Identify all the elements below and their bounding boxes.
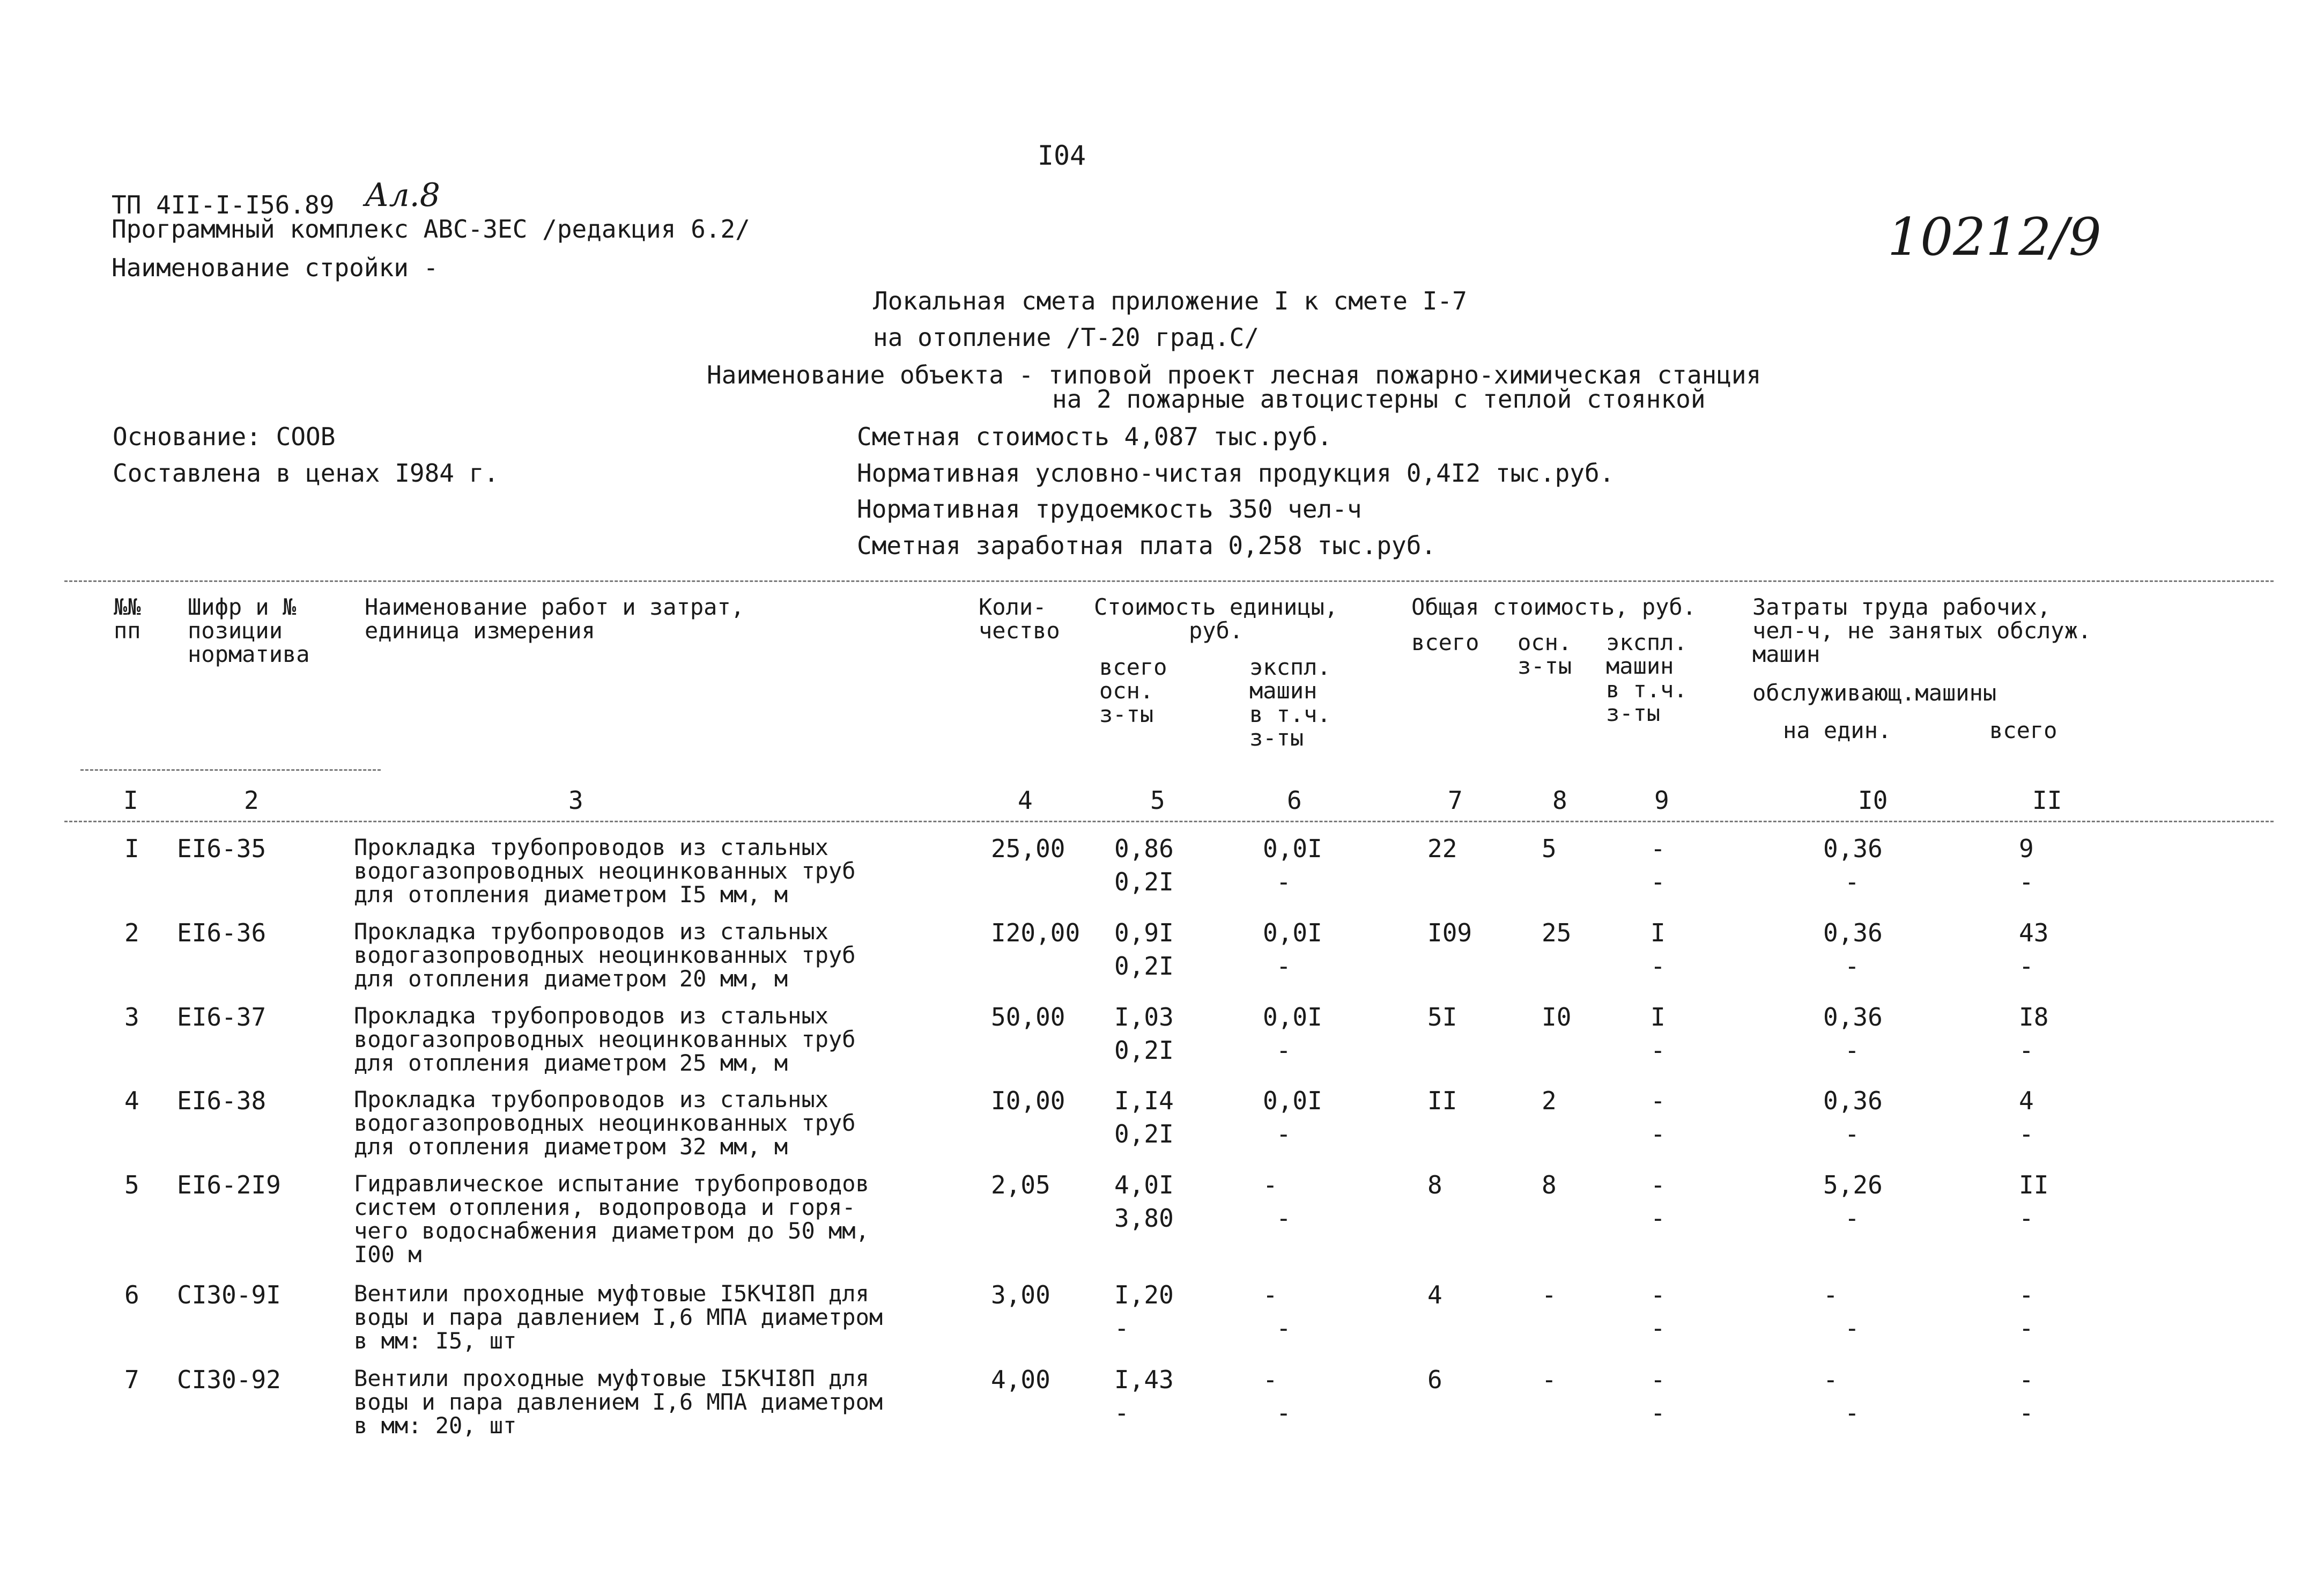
unit-cost-machines: 0,0I [1263, 1086, 1322, 1115]
quantity: 3,00 [991, 1280, 1050, 1309]
work-description: Гидравлическое испытание трубопроводов систем отопления, водопровода и горя- чего водоснабжения диаметром до 50 мм, I00 м [354, 1170, 869, 1268]
total-machine-wages: - [1651, 952, 1666, 981]
total-machine-wages: - [1651, 1314, 1666, 1343]
column-number: 5 [1150, 786, 1165, 815]
unit-cost-machine-wages: - [1276, 1314, 1291, 1343]
table-top-rule [64, 580, 2274, 582]
unit-cost-wages: - [1114, 1398, 1129, 1427]
unit-cost-total: I,I4 [1114, 1086, 1174, 1115]
row-number: 3 [124, 1003, 139, 1031]
object-name: Наименование объекта - типовой проект лесная пожарно-химическая станция [707, 360, 1761, 389]
unit-cost-wages: 0,2I [1114, 1036, 1174, 1065]
labor-total: II [2019, 1170, 2049, 1199]
total-wages: - [1542, 1365, 1557, 1394]
unit-cost-machines: 0,0I [1263, 1003, 1322, 1031]
header-row-number: №№ пп [114, 594, 141, 644]
labor-per-unit-machines: - [1845, 1314, 1860, 1343]
header-labor-machines: обслуживающ.машины [1752, 680, 1997, 706]
normative-code: CI30-92 [177, 1365, 281, 1394]
quantity: I0,00 [991, 1086, 1065, 1115]
row-number: 7 [124, 1365, 139, 1394]
work-description: Прокладка трубопроводов из стальных водогазопроводных неоцинкованных труб для отопления диаметром I5 мм, м [354, 834, 856, 908]
column-number: II [2032, 786, 2062, 815]
total-machine-wages: - [1651, 1119, 1666, 1148]
row-number: 5 [124, 1170, 139, 1199]
header-quantity: Коли- чество [979, 594, 1060, 644]
header-labor-total: всего [1989, 717, 2057, 743]
row-number: 6 [124, 1280, 139, 1309]
total-cost: 22 [1427, 834, 1457, 863]
labor-total-machines: - [2019, 1036, 2034, 1065]
row-number: 4 [124, 1086, 139, 1115]
unit-cost-machine-wages: - [1276, 1119, 1291, 1148]
column-number: 8 [1552, 786, 1567, 815]
summary-cost: Сметная стоимость 4,087 тыс.руб. [857, 422, 1333, 451]
total-machines: - [1651, 1365, 1666, 1394]
total-cost: 4 [1427, 1280, 1442, 1309]
row-number: 2 [124, 918, 139, 947]
estimate-title: Локальная смета приложение I к смете I-7 [873, 286, 1467, 315]
unit-cost-machines: - [1263, 1365, 1278, 1394]
labor-per-unit: 0,36 [1823, 834, 1883, 863]
handwritten-album-note: Ал.8 [365, 176, 440, 214]
work-description: Прокладка трубопроводов из стальных водогазопроводных неоцинкованных труб для отопления диаметром 32 мм, м [354, 1086, 856, 1160]
quantity: 50,00 [991, 1003, 1065, 1031]
labor-per-unit: 5,26 [1823, 1170, 1883, 1199]
page-number: I04 [1037, 140, 1086, 171]
total-wages: I0 [1542, 1003, 1572, 1031]
quantity: 4,00 [991, 1365, 1050, 1394]
header-total-machines: экспл. машин в т.ч. з-ты [1606, 629, 1688, 726]
labor-per-unit: 0,36 [1823, 1003, 1883, 1031]
unit-cost-machines: - [1263, 1280, 1278, 1309]
summary-labor: Нормативная трудоемкость 350 чел-ч [857, 495, 1362, 524]
unit-cost-machines: 0,0I [1263, 834, 1322, 863]
header-unit-machines: экспл. машин в т.ч. з-ты [1249, 654, 1331, 751]
header-labor-per-unit: на един. [1783, 717, 1892, 743]
object-name-continued: на 2 пожарные автоцистерны с теплой стоянкой [1052, 385, 1706, 414]
unit-cost-machine-wages: - [1276, 1398, 1291, 1427]
normative-code: EI6-38 [177, 1086, 267, 1115]
summary-wages: Сметная заработная плата 0,258 тыс.руб. [857, 531, 1437, 560]
header-total-wages: осн. з-ты [1518, 629, 1572, 679]
header-work-name: Наименование работ и затрат, единица измерения [365, 594, 745, 644]
handwritten-reference-number: 10212/9 [1888, 207, 2101, 267]
software-info: Программный комплекс АВС-3ЕС /редакция 6.2/ [112, 215, 750, 244]
total-machine-wages: - [1651, 1204, 1666, 1233]
unit-cost-wages: 3,80 [1114, 1204, 1174, 1233]
labor-per-unit-machines: - [1845, 1036, 1860, 1065]
summary-net-product: Нормативная условно-чистая продукция 0,4I2 тыс.руб. [857, 459, 1615, 488]
quantity: 25,00 [991, 834, 1065, 863]
labor-total-machines: - [2019, 952, 2034, 981]
unit-cost-machine-wages: - [1276, 952, 1291, 981]
header-bottom-rule [80, 769, 381, 771]
total-wages: 25 [1542, 918, 1572, 947]
labor-per-unit-machines: - [1845, 1204, 1860, 1233]
unit-cost-wages: 0,2I [1114, 952, 1174, 981]
unit-cost-total: 0,86 [1114, 834, 1174, 863]
header-total-all: всего [1411, 629, 1479, 655]
total-machines: - [1651, 1170, 1666, 1199]
labor-total-machines: - [2019, 1398, 2034, 1427]
column-number: 9 [1654, 786, 1669, 815]
labor-total-machines: - [2019, 1204, 2034, 1233]
total-cost: 5I [1427, 1003, 1457, 1031]
labor-per-unit: 0,36 [1823, 1086, 1883, 1115]
total-cost: 6 [1427, 1365, 1442, 1394]
unit-cost-total: 4,0I [1114, 1170, 1174, 1199]
labor-total: 4 [2019, 1086, 2034, 1115]
total-wages: 5 [1542, 834, 1557, 863]
column-number: I [123, 786, 138, 815]
normative-code: EI6-2I9 [177, 1170, 281, 1199]
unit-cost-total: I,20 [1114, 1280, 1174, 1309]
unit-cost-wages: - [1114, 1314, 1129, 1343]
total-machine-wages: - [1651, 1398, 1666, 1427]
prices-year: Составлена в ценах I984 г. [113, 459, 499, 488]
doc-code: ТП 4II-I-I56.89 [112, 190, 335, 219]
labor-total: - [2019, 1365, 2034, 1394]
header-labor-group: Затраты труда рабочих, чел-ч, не занятых обслуж. машин [1752, 594, 2092, 667]
unit-cost-wages: 0,2I [1114, 867, 1174, 896]
labor-per-unit-machines: - [1845, 1119, 1860, 1148]
total-machines: I [1651, 918, 1666, 947]
labor-total-machines: - [2019, 867, 2034, 896]
header-total-cost-group: Общая стоимость, руб. [1411, 594, 1697, 620]
labor-per-unit-machines: - [1845, 1398, 1860, 1427]
total-machines: - [1651, 1280, 1666, 1309]
construction-name: Наименование стройки - [112, 253, 439, 282]
total-machines: - [1651, 834, 1666, 863]
unit-cost-machines: 0,0I [1263, 918, 1322, 947]
column-number: 4 [1018, 786, 1033, 815]
labor-per-unit: - [1823, 1365, 1838, 1394]
basis: Основание: СООВ [113, 422, 336, 451]
column-number: 6 [1287, 786, 1302, 815]
unit-cost-machine-wages: - [1276, 867, 1291, 896]
labor-total-machines: - [2019, 1119, 2034, 1148]
normative-code: EI6-35 [177, 834, 267, 863]
normative-code: EI6-37 [177, 1003, 267, 1031]
unit-cost-wages: 0,2I [1114, 1119, 1174, 1148]
normative-code: EI6-36 [177, 918, 267, 947]
unit-cost-machine-wages: - [1276, 1204, 1291, 1233]
labor-per-unit: - [1823, 1280, 1838, 1309]
header-code: Шифр и № позиции норматива [188, 594, 310, 667]
total-machine-wages: - [1651, 867, 1666, 896]
unit-cost-machine-wages: - [1276, 1036, 1291, 1065]
labor-total: - [2019, 1280, 2034, 1309]
column-numbers-rule [64, 821, 2274, 822]
column-number: 3 [568, 786, 583, 815]
total-machines: I [1651, 1003, 1666, 1031]
work-description: Вентили проходные муфтовые I5КЧI8П для воды и пара давлением I,6 МПА диаметром в мм: I5, шт [354, 1280, 883, 1354]
estimate-subtitle: на отопление /Т-20 град.С/ [873, 323, 1260, 352]
total-wages: - [1542, 1280, 1557, 1309]
unit-cost-total: I,03 [1114, 1003, 1174, 1031]
labor-total-machines: - [2019, 1314, 2034, 1343]
labor-total: 43 [2019, 918, 2049, 947]
header-unit-total: всего осн. з-ты [1099, 654, 1167, 727]
column-number: 2 [244, 786, 259, 815]
row-number: I [124, 834, 139, 863]
total-cost: II [1427, 1086, 1457, 1115]
total-cost: I09 [1427, 918, 1472, 947]
quantity: I20,00 [991, 918, 1080, 947]
labor-total: I8 [2019, 1003, 2049, 1031]
unit-cost-total: 0,9I [1114, 918, 1174, 947]
work-description: Вентили проходные муфтовые I5КЧI8П для воды и пара давлением I,6 МПА диаметром в мм: 20, шт [354, 1365, 883, 1439]
column-number: 7 [1448, 786, 1463, 815]
header-unit-cost-group: Стоимость единицы, руб. [1094, 594, 1338, 644]
work-description: Прокладка трубопроводов из стальных водогазопроводных неоцинкованных труб для отопления диаметром 25 мм, м [354, 1003, 856, 1076]
total-machine-wages: - [1651, 1036, 1666, 1065]
labor-per-unit-machines: - [1845, 867, 1860, 896]
labor-per-unit-machines: - [1845, 952, 1860, 981]
total-cost: 8 [1427, 1170, 1442, 1199]
total-machines: - [1651, 1086, 1666, 1115]
total-wages: 2 [1542, 1086, 1557, 1115]
labor-total: 9 [2019, 834, 2034, 863]
column-number: I0 [1858, 786, 1888, 815]
quantity: 2,05 [991, 1170, 1050, 1199]
normative-code: CI30-9I [177, 1280, 281, 1309]
work-description: Прокладка трубопроводов из стальных водогазопроводных неоцинкованных труб для отопления диаметром 20 мм, м [354, 918, 856, 992]
total-wages: 8 [1542, 1170, 1557, 1199]
unit-cost-machines: - [1263, 1170, 1278, 1199]
unit-cost-total: I,43 [1114, 1365, 1174, 1394]
labor-per-unit: 0,36 [1823, 918, 1883, 947]
